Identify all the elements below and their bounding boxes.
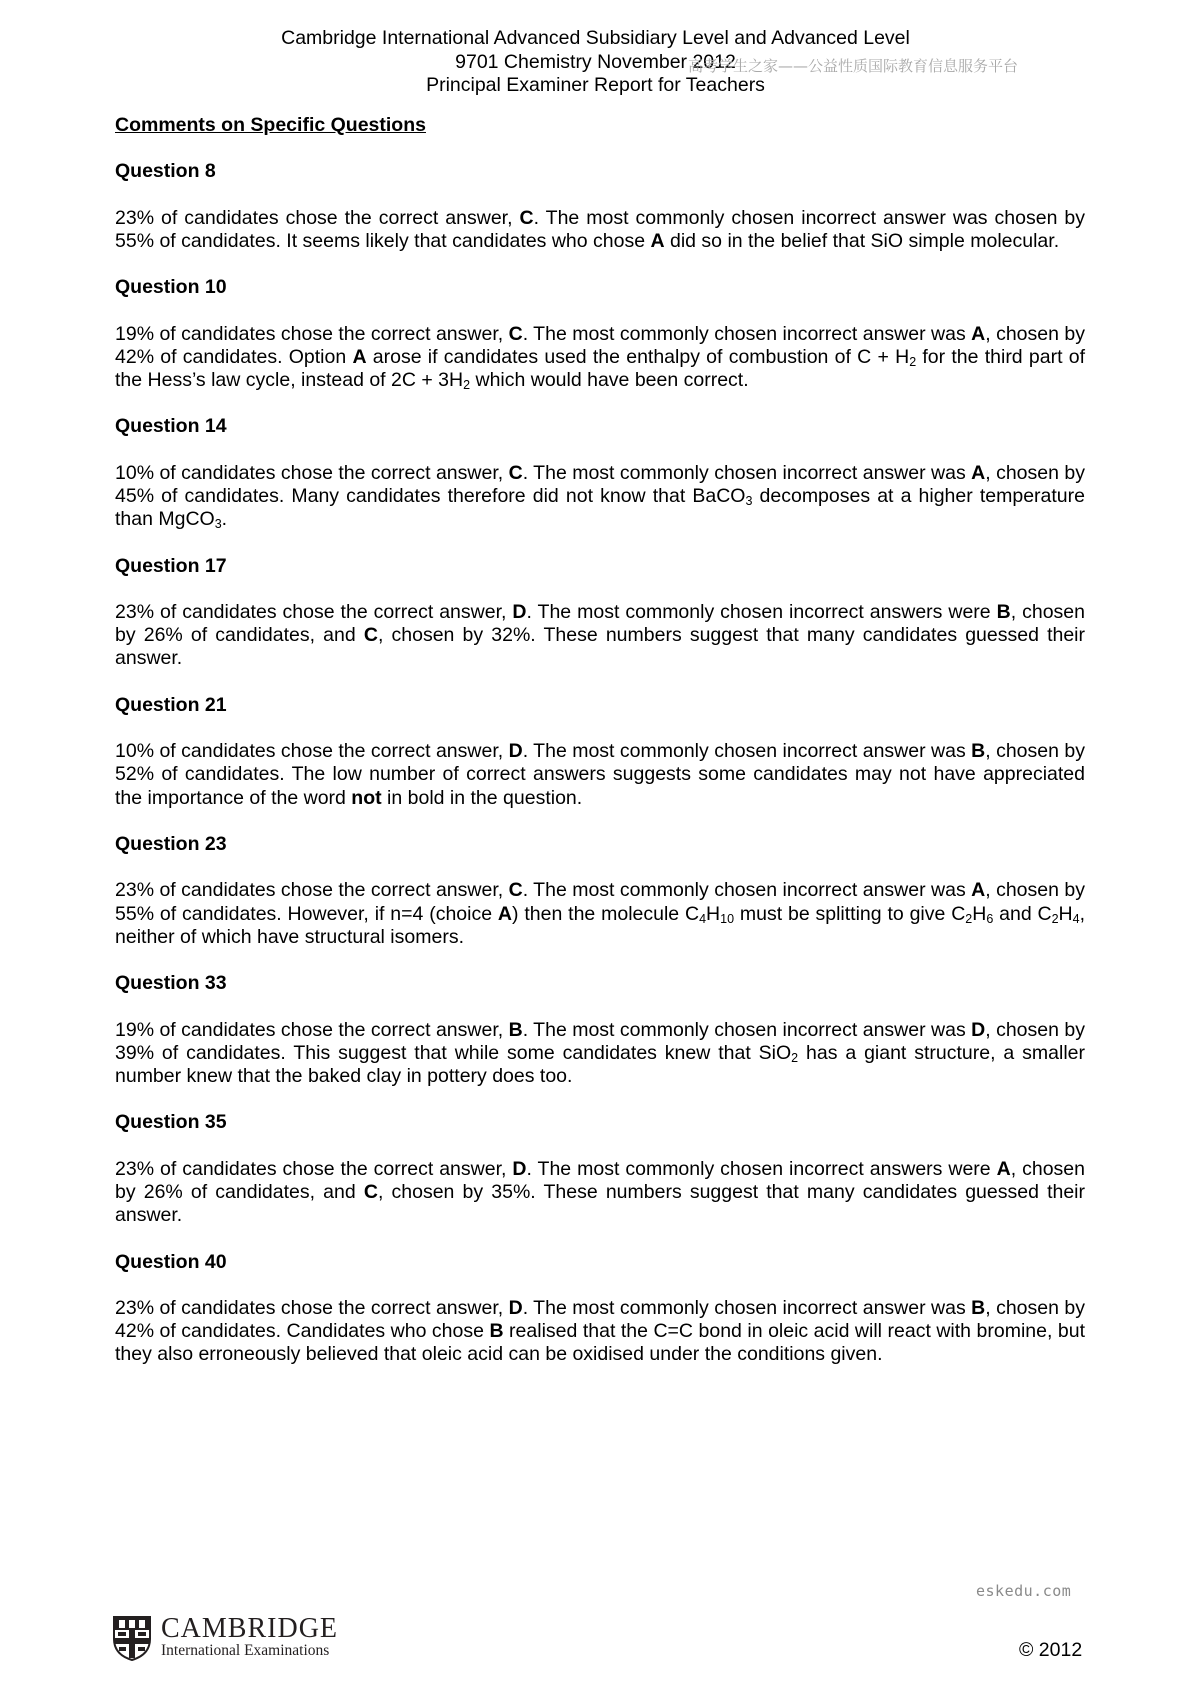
subscript: 4: [1072, 911, 1080, 926]
subscript: 3: [214, 517, 222, 532]
comment-text: 10% of candidates chose the correct answer,: [115, 740, 509, 763]
comment-text: 23% of candidates chose the correct answer,: [115, 600, 513, 623]
section-title: Comments on Specific Questions: [115, 114, 426, 136]
comment-text: , chosen by 52% of candidates. The low number of correct answers suggests some candidates may not have appreciated the importance of the word: [115, 740, 1085, 809]
comment-text: must be splitting to give C: [734, 902, 966, 925]
comment-text: and C: [993, 902, 1052, 925]
bold-answer-letter: A: [971, 461, 986, 484]
comment-text: . The most commonly chosen incorrect answer was: [522, 1296, 972, 1319]
comment-text: , chosen by 26% of candidates, and: [115, 600, 1085, 647]
watermark-top: 高考学生之家——公益性质国际教育信息服务平台: [688, 57, 1019, 75]
bold-answer-letter: A: [352, 345, 367, 368]
subscript: 2: [965, 911, 973, 926]
question-heading: Question 33: [115, 972, 227, 995]
comment-text: did so in the belief that SiO simple molecular.: [664, 229, 1060, 252]
comment-text: . The most commonly chosen incorrect answer was: [522, 322, 972, 345]
question-comment: [115, 879, 1085, 949]
bold-answer-letter: C: [363, 1180, 378, 1203]
questions-list: [115, 160, 1085, 1366]
question-comment: [115, 207, 1085, 253]
question-comment: [115, 1158, 1085, 1228]
subscript: 3: [745, 493, 753, 508]
header-line-2: 9701 Chemistry November 2012: [455, 50, 736, 73]
subscript: 2: [791, 1050, 799, 1065]
comment-text: 19% of candidates chose the correct answer,: [115, 1018, 509, 1041]
bold-answer-letter: C: [508, 461, 523, 484]
header-line-1: Cambridge International Advanced Subsidiary Level and Advanced Level: [281, 27, 910, 49]
comment-text: , chosen by 32%. These numbers suggest that many candidates guessed their answer.: [115, 624, 1085, 670]
question-comment: [115, 740, 1085, 810]
comment-text: . The most commonly chosen incorrect answer was: [522, 740, 972, 763]
bold-answer-letter: D: [512, 600, 527, 623]
bold-answer-letter: D: [512, 1157, 527, 1180]
comment-text: . The most commonly chosen incorrect answers were: [526, 1157, 997, 1180]
comment-text: 23% of candidates chose the correct answer,: [115, 206, 520, 229]
bold-answer-letter: C: [363, 624, 378, 647]
bold-answer-letter: A: [650, 229, 665, 252]
question-heading: Question 40: [115, 1250, 227, 1273]
comment-text: , chosen by 39% of candidates. This suggest that while some candidates knew that SiO: [115, 1018, 1085, 1064]
comment-text: . The most commonly chosen incorrect answer was: [522, 461, 972, 484]
question-comment: [115, 323, 1085, 393]
logo-wordmark: CAMBRIDGE: [161, 1613, 339, 1644]
question-heading: Question 8: [115, 160, 216, 183]
question-heading: Question 21: [115, 693, 227, 716]
comment-text: H: [706, 902, 721, 925]
bold-answer-letter: A: [971, 879, 986, 902]
bold-answer-letter: A: [971, 322, 986, 345]
bold-answer-letter: not: [351, 786, 382, 809]
question-comment: [115, 1019, 1085, 1089]
watermark-bottom: eskedu.com: [976, 1582, 1072, 1600]
cambridge-logo: [112, 1615, 352, 1663]
comment-text: arose if candidates used the enthalpy of combustion of C + H: [366, 345, 910, 368]
question-heading: Question 17: [115, 554, 227, 577]
report-content: [115, 114, 1085, 1390]
comment-text: for the third part of the Hess’s law cycle, instead of 2C + 3H: [115, 345, 1085, 391]
comment-text: , chosen by 55% of candidates. However, if n=4 (choice: [115, 879, 1085, 925]
subscript: 10: [720, 911, 735, 926]
bold-answer-letter: A: [497, 902, 513, 925]
comment-text: ) then the molecule C: [512, 902, 700, 925]
comment-text: 19% of candidates chose the correct answer,: [115, 322, 509, 345]
bold-answer-letter: B: [971, 740, 986, 763]
comment-text: H: [1058, 902, 1073, 925]
comment-text: 23% of candidates chose the correct answer,: [115, 879, 509, 902]
comment-text: 23% of candidates chose the correct answer,: [115, 1296, 509, 1319]
bold-answer-letter: B: [971, 1296, 986, 1319]
question-heading: Question 10: [115, 276, 227, 299]
question-heading: Question 14: [115, 415, 227, 438]
question-comment: [115, 601, 1085, 671]
cambridge-crest-icon: [112, 1615, 152, 1661]
bold-answer-letter: D: [508, 1296, 523, 1319]
bold-answer-letter: D: [508, 740, 523, 763]
logo-subtitle: International Examinations: [161, 1642, 330, 1659]
comment-text: . The most commonly chosen incorrect answer was: [522, 1018, 972, 1041]
subscript: 4: [699, 911, 707, 926]
bold-answer-letter: C: [508, 322, 523, 345]
question-comment: [115, 462, 1085, 532]
copyright: © 2012: [1019, 1639, 1083, 1661]
comment-text: realised that the C=C bond in oleic acid will react with bromine, but they also erroneously believed that oleic acid can be oxidised under the conditions given.: [115, 1320, 1085, 1366]
subscript: 2: [1051, 911, 1059, 926]
bold-answer-letter: D: [971, 1018, 986, 1041]
header-line-3: Principal Examiner Report for Teachers: [426, 74, 765, 96]
comment-text: in bold in the question.: [381, 786, 583, 809]
bold-answer-letter: B: [489, 1320, 504, 1343]
comment-text: , chosen by 35%. These numbers suggest that many candidates guessed their answer.: [115, 1180, 1085, 1227]
bold-answer-letter: B: [996, 600, 1011, 623]
subscript: 2: [463, 377, 471, 392]
subscript: 6: [986, 911, 994, 926]
subscript: 2: [909, 354, 917, 369]
comment-text: , chosen by 42% of candidates. Candidates who chose: [115, 1296, 1085, 1343]
comment-text: which would have been correct.: [470, 368, 749, 391]
question-comment: [115, 1297, 1085, 1367]
bold-answer-letter: C: [508, 879, 523, 902]
comment-text: , chosen by 45% of candidates. Many candidates therefore did not know that BaCO: [115, 461, 1085, 507]
comment-text: H: [972, 902, 987, 925]
comment-text: . The most commonly chosen incorrect answer was: [522, 879, 972, 902]
comment-text: .: [221, 508, 228, 531]
comment-text: decomposes at a higher temperature than MgCO: [115, 484, 1085, 531]
comment-text: , chosen by 42% of candidates. Option: [115, 322, 1085, 368]
comment-text: , chosen by 26% of candidates, and: [115, 1157, 1085, 1203]
bold-answer-letter: A: [996, 1157, 1011, 1180]
comment-text: , neither of which have structural isomers.: [115, 902, 1086, 948]
bold-answer-letter: B: [508, 1018, 523, 1041]
comment-text: . The most commonly chosen incorrect answers were: [526, 600, 997, 623]
comment-text: 10% of candidates chose the correct answer,: [115, 461, 509, 484]
question-heading: Question 23: [115, 832, 227, 855]
comment-text: . The most commonly chosen incorrect answer was chosen by 55% of candidates. It seems likely that candidates who chose: [115, 206, 1085, 252]
comment-text: has a giant structure, a smaller number knew that the baked clay in pottery does too.: [115, 1041, 1085, 1087]
bold-answer-letter: C: [519, 206, 534, 229]
question-heading: Question 35: [115, 1111, 227, 1134]
comment-text: 23% of candidates chose the correct answer,: [115, 1157, 513, 1180]
